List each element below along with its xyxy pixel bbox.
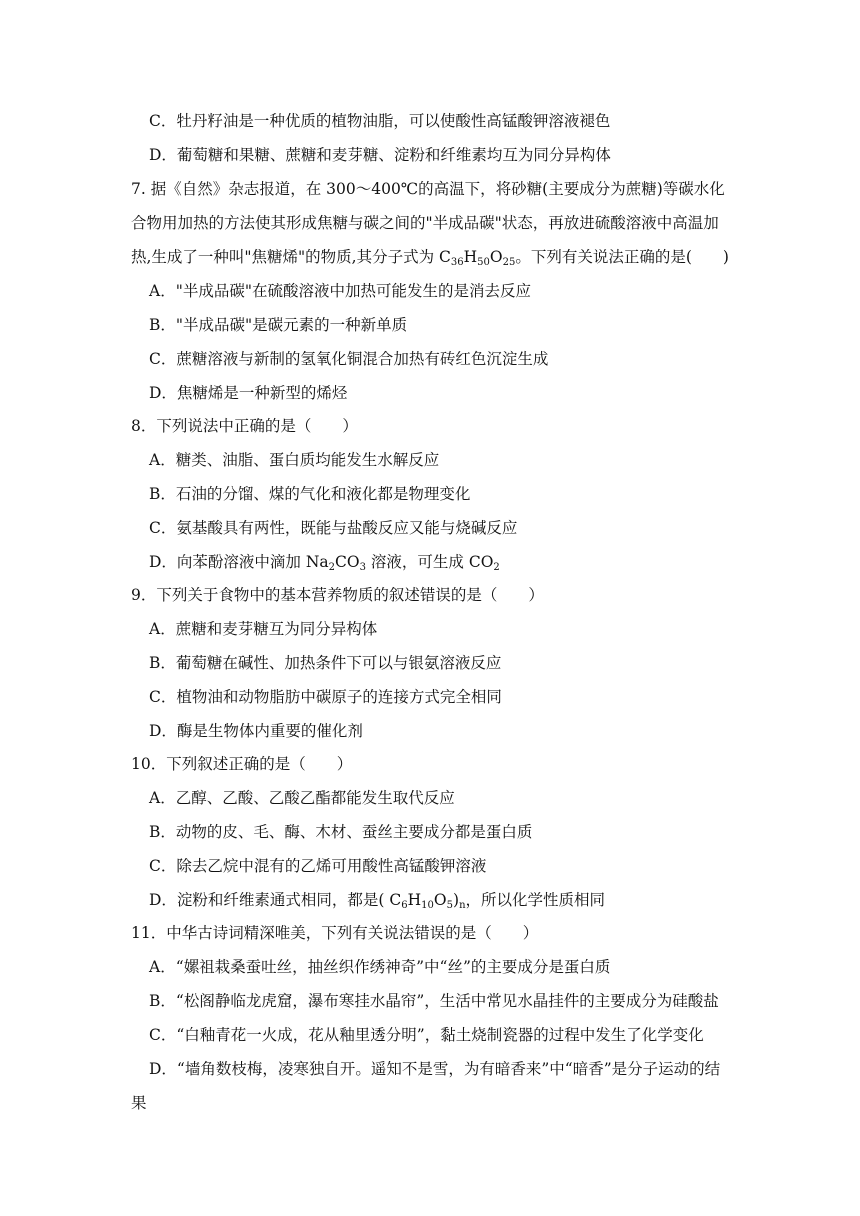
q11-option-c[interactable]: C．“白釉青花一火成，花从釉里透分明”，黏土烧制瓷器的过程中发生了化学变化 [149, 1026, 704, 1044]
formula-part: H [463, 248, 478, 266]
q11-stem: 11．中华古诗词精深唯美，下列有关说法错误的是（ ） [131, 924, 539, 942]
q8-option-c[interactable]: C．氨基酸具有两性，既能与盐酸反应又能与烧碱反应 [149, 519, 518, 537]
q8-stem: 8．下列说法中正确的是（ ） [131, 417, 358, 435]
q7-stem-line-2: 合物用加热的方法使其形成焦糖与碳之间的"半成品碳"状态，再放进硫酸溶液中高温加 [131, 214, 719, 232]
q9-option-a[interactable]: A．蔗糖和麦芽糖互为同分异构体 [149, 620, 378, 638]
formula-part: CO [335, 553, 360, 571]
q7-stem-tail: 。下列有关说法正确的是( ) [515, 248, 729, 266]
q8-option-d[interactable] [149, 551, 500, 573]
formula-part: ) [453, 891, 460, 909]
q7-stem-text: 热,生成了一种叫"焦糖烯"的物质,其分子式为 C [131, 248, 451, 266]
q10-stem: 10．下列叙述正确的是（ ） [131, 755, 353, 773]
formula-part: O [433, 891, 447, 909]
q10-option-d[interactable] [149, 889, 605, 911]
subscript: 6 [401, 900, 408, 911]
option-text: D．向苯酚溶液中滴加 Na [149, 553, 329, 571]
option-text: D．淀粉和纤维素通式相同，都是( C [149, 891, 402, 909]
q11-option-a[interactable]: A．“嫘祖栽桑蚕吐丝，抽丝织作绣神奇”中“丝”的主要成分是蛋白质 [149, 958, 611, 976]
subscript: 50 [477, 257, 490, 268]
q10-option-a[interactable]: A．乙醇、乙酸、乙酸乙酯都能发生取代反应 [149, 789, 455, 807]
option-text: ，所以化学性质相同 [465, 891, 606, 909]
q11-option-d[interactable]: D．“墙角数枝梅，凌寒独自开。遥知不是雪，为有暗香来”中“暗香”是分子运动的结 [149, 1060, 721, 1078]
subscript: 2 [328, 562, 336, 573]
q8-option-b[interactable]: B．石油的分馏、煤的气化和液化都是物理变化 [149, 485, 471, 503]
subscript: 2 [493, 562, 500, 573]
subscript: 3 [359, 562, 366, 573]
q9-option-b[interactable]: B．葡萄糖在碱性、加热条件下可以与银氨溶液反应 [149, 654, 502, 672]
q8-option-a[interactable]: A．糖类、油脂、蛋白质均能发生水解反应 [149, 451, 440, 469]
q7-option-c[interactable]: C．蔗糖溶液与新制的氢氧化铜混合加热有砖红色沉淀生成 [149, 350, 549, 368]
q7-option-a[interactable]: A．"半成品碳"在硫酸溶液中加热可能发生的是消去反应 [149, 282, 531, 300]
q10-option-c[interactable]: C．除去乙烷中混有的乙烯可用酸性高锰酸钾溶液 [149, 857, 487, 875]
q6-option-c[interactable]: C．牡丹籽油是一种优质的植物油脂，可以使酸性高锰酸钾溶液褪色 [149, 112, 611, 130]
option-text: 溶液，可生成 CO [366, 553, 494, 571]
q7-stem-line-1: 7. 据《自然》杂志报道，在 300～400℃的高温下，将砂糖(主要成分为蔗糖)等碳水化 [131, 180, 725, 198]
formula-part: H [407, 891, 422, 909]
q9-option-d[interactable]: D．酶是生物体内重要的催化剂 [149, 722, 363, 740]
q9-stem: 9．下列关于食物中的基本营养物质的叙述错误的是（ ） [131, 586, 544, 604]
q6-option-d[interactable]: D．葡萄糖和果糖、蔗糖和麦芽糖、淀粉和纤维素均互为同分异构体 [149, 146, 611, 164]
q11-option-d-continued: 果 [131, 1094, 147, 1112]
q9-option-c[interactable]: C．植物油和动物脂肪中碳原子的连接方式完全相同 [149, 688, 502, 706]
subscript: 10 [421, 900, 434, 911]
q7-option-b[interactable]: B．"半成品碳"是碳元素的一种新单质 [149, 316, 408, 334]
subscript: 5 [446, 900, 453, 911]
q7-option-d[interactable]: D．焦糖烯是一种新型的烯烃 [149, 384, 348, 402]
subscript: 25 [502, 257, 516, 268]
subscript: 36 [450, 257, 464, 268]
subscript: n [459, 900, 466, 911]
q7-stem-line-3 [131, 246, 729, 268]
q11-option-b[interactable]: B．“松阁静临龙虎窟，瀑布寒挂水晶帘”，生活中常见水晶挂件的主要成分为硅酸盐 [149, 992, 719, 1010]
formula-part: O [489, 248, 503, 266]
q10-option-b[interactable]: B．动物的皮、毛、酶、木材、蚕丝主要成分都是蛋白质 [149, 823, 533, 841]
